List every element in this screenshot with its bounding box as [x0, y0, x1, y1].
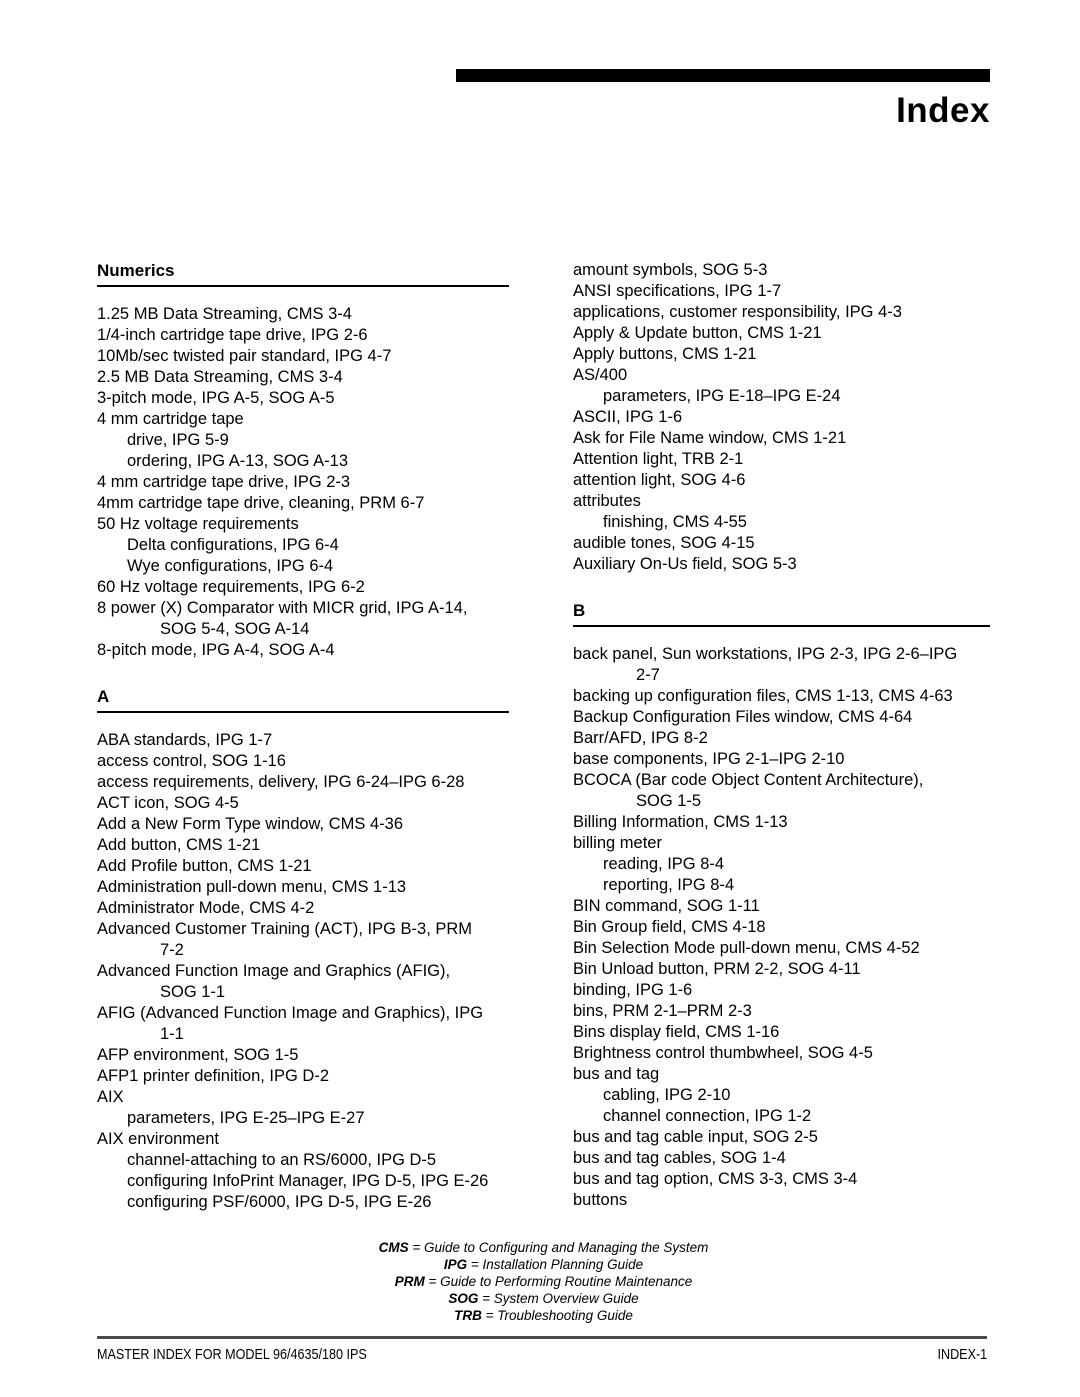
index-entry-line: 8-pitch mode, IPG A-4, SOG A-4: [97, 641, 335, 659]
index-entry-line: Barr/AFD, IPG 8-2: [573, 729, 708, 747]
index-entry-line: AFP environment, SOG 1-5: [97, 1046, 299, 1064]
index-entry-line: BIN command, SOG 1-11: [573, 897, 760, 915]
index-column-right: [573, 260, 990, 1211]
index-entry-line: configuring InfoPrint Manager, IPG D-5, IPG E-26: [127, 1172, 489, 1190]
index-entry-line: applications, customer responsibility, IPG 4-3: [573, 303, 902, 321]
legend-line: [97, 1307, 990, 1324]
legend-abbr: IPG: [443, 1257, 468, 1272]
index-entry-line: 4mm cartridge tape drive, cleaning, PRM 6-7: [97, 494, 425, 512]
index-entry-line: AFP1 printer definition, IPG D-2: [97, 1067, 330, 1085]
index-entry-line: 4 mm cartridge tape: [97, 410, 244, 428]
index-entry-line: Apply buttons, CMS 1-21: [573, 345, 757, 363]
index-entry-line: Bin Group field, CMS 4-18: [573, 918, 766, 936]
index-entry-line: base components, IPG 2-1–IPG 2-10: [573, 750, 845, 768]
legend-line: [97, 1273, 990, 1290]
legend-desc: = Installation Planning Guide: [467, 1257, 644, 1272]
index-section: [573, 600, 990, 1211]
index-entry-line: bus and tag cable input, SOG 2-5: [573, 1128, 818, 1146]
index-section: [97, 260, 509, 661]
index-entry-line: parameters, IPG E-25–IPG E-27: [127, 1109, 365, 1127]
index-entry-line: Ask for File Name window, CMS 1-21: [573, 429, 847, 447]
index-entry-line: 2.5 MB Data Streaming, CMS 3-4: [97, 368, 343, 386]
index-entry-line: 60 Hz voltage requirements, IPG 6-2: [97, 578, 365, 596]
index-entry-line: bus and tag option, CMS 3-3, CMS 3-4: [573, 1170, 858, 1188]
index-entry-line: Delta configurations, IPG 6-4: [127, 536, 339, 554]
index-entry-line: 8 power (X) Comparator with MICR grid, IPG A-14,: [97, 599, 468, 617]
index-entry-line: parameters, IPG E-18–IPG E-24: [603, 387, 841, 405]
section-heading: A: [97, 686, 509, 713]
index-entry-line: billing meter: [573, 834, 662, 852]
index-entry-line: back panel, Sun workstations, IPG 2-3, IPG 2-6–IPG: [573, 645, 958, 663]
index-entry-line: buttons: [573, 1191, 628, 1209]
index-section: [573, 260, 990, 575]
index-entry-line: attention light, SOG 4-6: [573, 471, 746, 489]
footer-page-number: INDEX-1: [937, 1346, 987, 1363]
legend-line: [97, 1239, 990, 1256]
index-entry-line: ABA standards, IPG 1-7: [97, 731, 273, 749]
index-entry-line: binding, IPG 1-6: [573, 981, 693, 999]
index-entry-line: Attention light, TRB 2-1: [573, 450, 744, 468]
index-entry-line: AIX environment: [97, 1130, 219, 1148]
legend-abbr: PRM: [394, 1274, 425, 1289]
index-entry-line: BCOCA (Bar code Object Content Architecture),: [573, 771, 924, 789]
index-entry-line: Bin Selection Mode pull-down menu, CMS 4-52: [573, 939, 920, 957]
index-entry-line: Auxiliary On-Us field, SOG 5-3: [573, 555, 797, 573]
index-entry-line: ACT icon, SOG 4-5: [97, 794, 239, 812]
index-entry-line: channel-attaching to an RS/6000, IPG D-5: [127, 1151, 437, 1169]
index-entry-line: AFIG (Advanced Function Image and Graphics), IPG: [97, 1004, 484, 1022]
legend-abbr: CMS: [378, 1240, 409, 1255]
section-heading: Numerics: [97, 260, 509, 287]
page-title: Index: [896, 91, 990, 130]
index-entry-line: Brightness control thumbwheel, SOG 4-5: [573, 1044, 873, 1062]
index-entry-line: AIX: [97, 1088, 124, 1106]
index-entry-line: 3-pitch mode, IPG A-5, SOG A-5: [97, 389, 335, 407]
index-entry-line: backing up configuration files, CMS 1-13, CMS 4-63: [573, 687, 953, 705]
index-entry-line: attributes: [573, 492, 641, 510]
index-entry-line: access requirements, delivery, IPG 6-24–IPG 6-28: [97, 773, 465, 791]
index-entry-line: channel connection, IPG 1-2: [603, 1107, 812, 1125]
index-entry-line: Add a New Form Type window, CMS 4-36: [97, 815, 403, 833]
index-entry-line: SOG 5-4, SOG A-14: [160, 620, 310, 638]
index-entry-line: reporting, IPG 8-4: [603, 876, 735, 894]
index-entry-line: ANSI specifications, IPG 1-7: [573, 282, 782, 300]
index-entry-line: 1-1: [160, 1025, 184, 1043]
index-entry-line: configuring PSF/6000, IPG D-5, IPG E-26: [127, 1193, 432, 1211]
index-entry-line: Add Profile button, CMS 1-21: [97, 857, 312, 875]
legend-desc: = Guide to Performing Routine Maintenance: [424, 1274, 693, 1289]
index-entry-line: Administrator Mode, CMS 4-2: [97, 899, 315, 917]
legend-desc: = System Overview Guide: [478, 1291, 639, 1306]
index-entry-line: amount symbols, SOG 5-3: [573, 261, 768, 279]
legend-abbr: SOG: [448, 1291, 479, 1306]
index-entry-line: Backup Configuration Files window, CMS 4-64: [573, 708, 913, 726]
legend-line: [97, 1290, 990, 1307]
index-entry-line: AS/400: [573, 366, 628, 384]
index-column-left: [97, 260, 509, 1213]
index-entry-line: 7-2: [160, 941, 184, 959]
index-entry-line: cabling, IPG 2-10: [603, 1086, 731, 1104]
legend-abbr: TRB: [454, 1308, 482, 1323]
index-entry-line: bus and tag: [573, 1065, 660, 1083]
index-entry-line: 1.25 MB Data Streaming, CMS 3-4: [97, 305, 352, 323]
index-entry-line: drive, IPG 5-9: [127, 431, 229, 449]
index-entry-line: access control, SOG 1-16: [97, 752, 286, 770]
index-entry-line: bins, PRM 2-1–PRM 2-3: [573, 1002, 752, 1020]
index-entry-line: ASCII, IPG 1-6: [573, 408, 683, 426]
abbreviation-legend: [97, 1239, 990, 1324]
index-entry-line: Administration pull-down menu, CMS 1-13: [97, 878, 407, 896]
index-entry-line: Bins display field, CMS 1-16: [573, 1023, 780, 1041]
index-entry-line: Apply & Update button, CMS 1-21: [573, 324, 822, 342]
index-entry-line: Advanced Customer Training (ACT), IPG B-3, PRM: [97, 920, 473, 938]
header-bar: [456, 69, 990, 82]
index-entry-line: audible tones, SOG 4-15: [573, 534, 755, 552]
index-entry-line: 10Mb/sec twisted pair standard, IPG 4-7: [97, 347, 392, 365]
footer-document-title: MASTER INDEX FOR MODEL 96/4635/180 IPS: [97, 1346, 367, 1363]
index-entry-line: Billing Information, CMS 1-13: [573, 813, 788, 831]
index-entry-line: reading, IPG 8-4: [603, 855, 725, 873]
index-entry-line: Wye configurations, IPG 6-4: [127, 557, 334, 575]
index-entry-line: finishing, CMS 4-55: [603, 513, 747, 531]
index-entry-line: 2-7: [636, 666, 660, 684]
section-heading: B: [573, 600, 990, 627]
index-entry-line: Bin Unload button, PRM 2-2, SOG 4-11: [573, 960, 861, 978]
index-entry-line: ordering, IPG A-13, SOG A-13: [127, 452, 349, 470]
index-entry-line: 4 mm cartridge tape drive, IPG 2-3: [97, 473, 351, 491]
index-section: [97, 686, 509, 1213]
index-entry-line: SOG 1-5: [636, 792, 702, 810]
index-entry-line: bus and tag cables, SOG 1-4: [573, 1149, 786, 1167]
index-entry-line: Advanced Function Image and Graphics (AFIG),: [97, 962, 451, 980]
footer-rule: [97, 1336, 987, 1339]
index-entry-line: SOG 1-1: [160, 983, 226, 1001]
legend-desc: = Guide to Configuring and Managing the System: [408, 1240, 709, 1255]
legend-desc: = Troubleshooting Guide: [481, 1308, 633, 1323]
index-entry-line: Add button, CMS 1-21: [97, 836, 261, 854]
index-entry-line: 1/4-inch cartridge tape drive, IPG 2-6: [97, 326, 368, 344]
legend-line: [97, 1256, 990, 1273]
index-entry-line: 50 Hz voltage requirements: [97, 515, 299, 533]
